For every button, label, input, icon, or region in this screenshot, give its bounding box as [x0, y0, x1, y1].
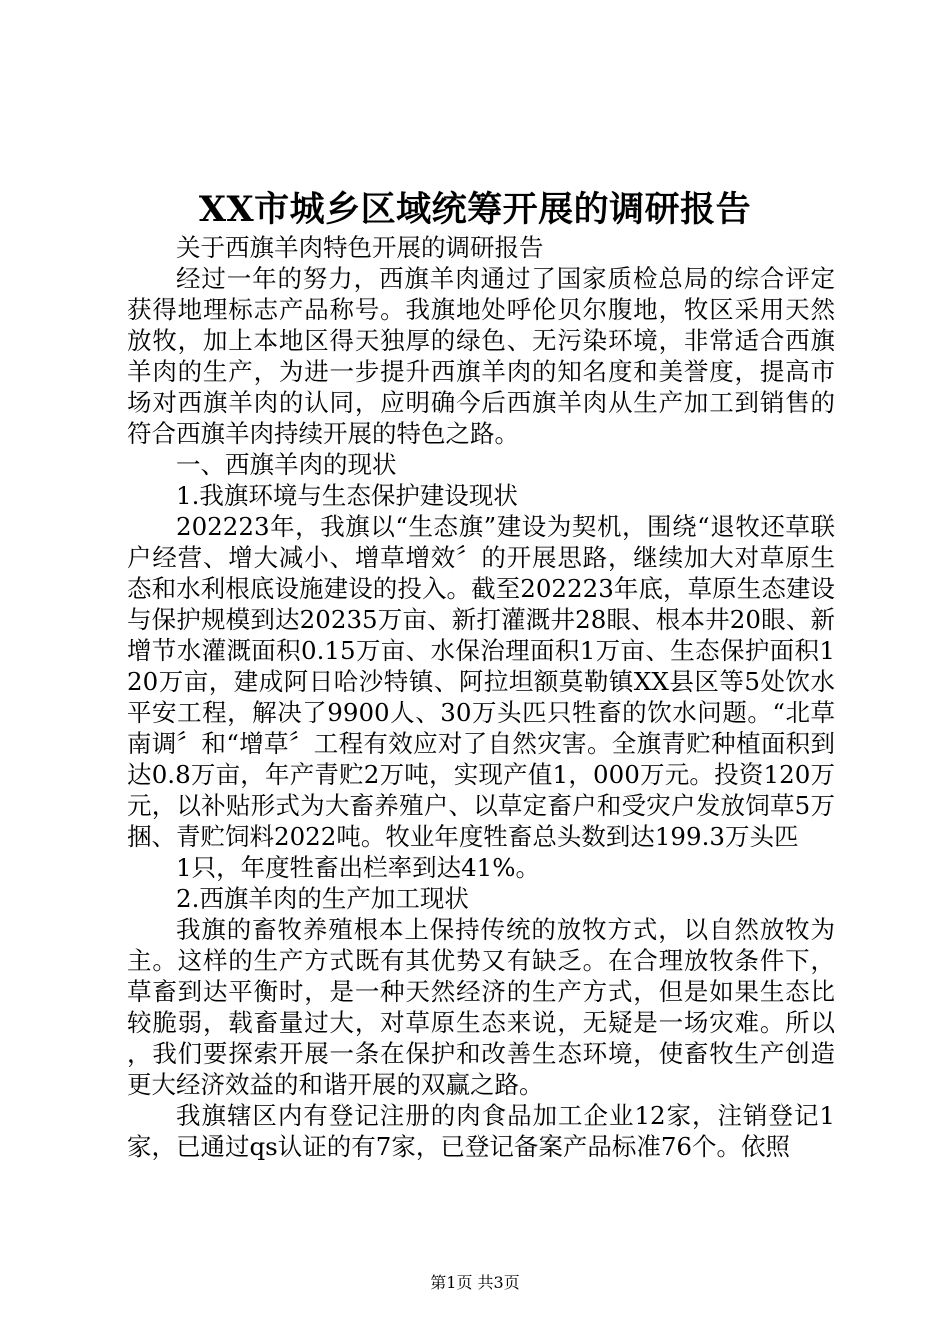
paragraph-enterprises: 我旗辖区内有登记注册的肉食品加工企业12家，注销登记1家，已通过qs认证的有7家，已登记备案产品标准76个。依照 [127, 1101, 835, 1161]
paragraph-environment: 202223年，我旗以“生态旗”建设为契机，围绕“退牧还草联户经营、增大减小、增草增效〞的开展思路，继续加大对草原生态和水利根底设施建设的投入。截至202223年底，草原生态建设与保护规模到达20235万亩、新打灌溉井28眼、根本井20眼、新增节水灌溉面积0.15万亩、水保治理面积1万亩、生态保护面积120万亩，建成阿日哈沙特镇、阿拉坦额莫勒镇XX县区等5处饮水平安工程，解决了9900人、30万头匹只牲畜的饮水问题。“北草南调〞和“增草〞工程有效应对了自然灾害。全旗青贮种植面积到达0.8万亩，年产青贮2万吨，实现产值1，000万元。投资120万元，以补贴形式为大畜养殖户、以草定畜户和受灾户发放饲草5万捆、青贮饲料2022吨。牧业年度牲畜总头数到达199.3万头匹 [127, 512, 835, 851]
paragraph-environment-continued: 1只，年度牲畜出栏率到达41%。 [176, 853, 541, 882]
page-footer: 第1页 共3页 [430, 1273, 520, 1292]
subsection-heading-production: 2.西旗羊肉的生产加工现状 [176, 884, 469, 913]
section-heading-status: 一、西旗羊肉的现状 [176, 450, 397, 479]
paragraph-production: 我旗的畜牧养殖根本上保持传统的放牧方式，以自然放牧为主。这样的生产方式既有其优势又有缺乏。在合理放牧条件下，草畜到达平衡时，是一种天然经济的生产方式，但是如果生态比较脆弱，载畜量过大，对草原生态来说，无疑是一场灾难。所以，我们要探索开展一条在保护和改善生态环境，使畜牧生产创造更大经济效益的和谐开展的双赢之路。 [127, 915, 835, 1099]
document-title: XX市城乡区域统筹开展的调研报告 [198, 189, 752, 230]
paragraph-subtitle: 关于西旗羊肉特色开展的调研报告 [176, 233, 544, 262]
document-body [127, 232, 835, 1162]
subsection-heading-environment: 1.我旗环境与生态保护建设现状 [176, 481, 518, 510]
paragraph-intro: 经过一年的努力，西旗羊肉通过了国家质检总局的综合评定获得地理标志产品称号。我旗地处呼伦贝尔腹地，牧区采用天然放牧，加上本地区得天独厚的绿色、无污染环境，非常适合西旗羊肉的生产，为进一步提升西旗羊肉的知名度和美誉度，提高市场对西旗羊肉的认同，应明确今后西旗羊肉从生产加工到销售的符合西旗羊肉持续开展的特色之路。 [127, 264, 835, 448]
